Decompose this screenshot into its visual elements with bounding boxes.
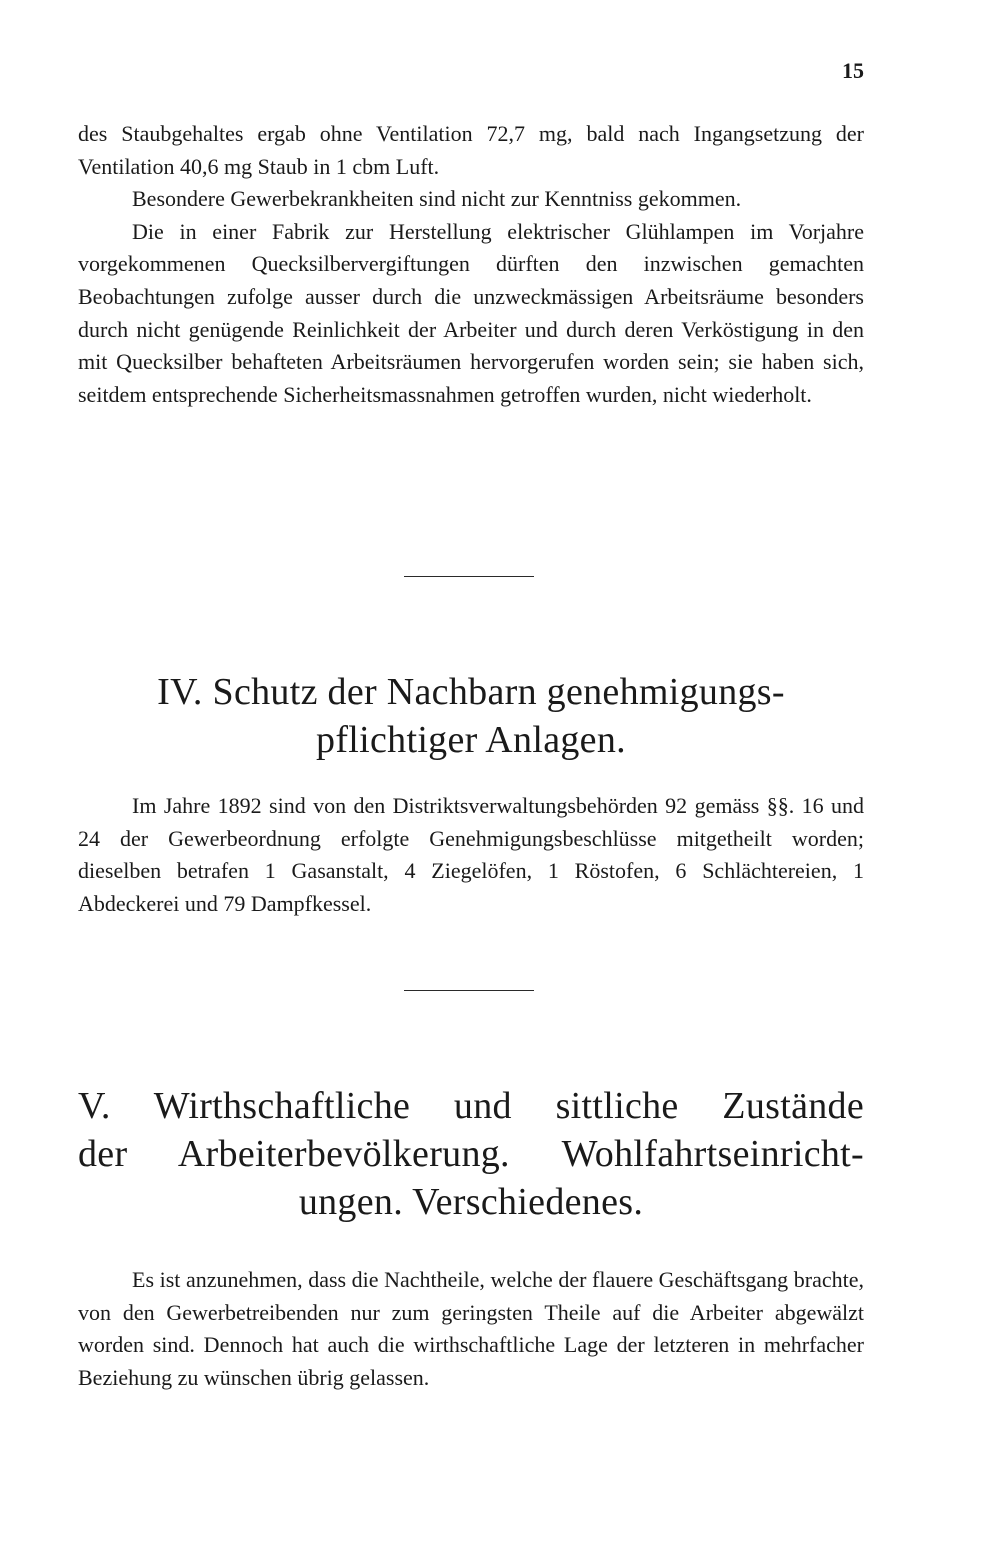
section-iv-heading [78, 668, 864, 764]
intro-paragraph-3: Die in einer Fabrik zur Herstellung elektrischer Glühlampen im Vorjahre vorgekommenen Quecksilbervergiftungen dürften den inzwischen gemachten Beobachtungen zufolge ausser durch die unzweckmässigen Arbeitsräume besonders durch nicht genügende Reinlichkeit der Arbeiter und durch deren Verköstigung in den mit Quecksilber behafteten Arbeitsräumen hervorgerufen worden sein; sie haben sich, seitdem entsprechende Sicherheitsmassnahmen getroffen wurden, nicht wiederholt. [78, 218, 864, 407]
section-v-paragraph: Es ist anzunehmen, dass die Nachtheile, welche der flauere Geschäftsgang brachte, von den Gewerbetreibenden nur zum geringsten Theile auf die Arbeiter abgewälzt worden sind. Dennoch hat auch die wirthschaftliche Lage der letzteren in mehrfacher Beziehung zu wünschen übrig gelassen. [78, 1267, 864, 1390]
section-iv-paragraph: Im Jahre 1892 sind von den Distriktsverwaltungsbehörden 92 gemäss §§. 16 und 24 der Gewerbeordnung erfolgte Genehmigungsbeschlüsse mitgetheilt worden; dieselben betrafen 1 Gasanstalt, 4 Ziegelöfen, 1 Röstofen, 6 Schlächtereien, 1 Abdeckerei und 79 Dampfkessel. [78, 793, 864, 916]
section-divider-rule [404, 576, 534, 577]
section-iv-heading-line-1: IV. Schutz der Nachbarn genehmigungs- [157, 671, 785, 713]
intro-paragraph-2: Besondere Gewerbekrankheiten sind nicht zur Kenntniss gekommen. [132, 186, 742, 212]
section-iv-heading-line-2: pflichtiger Anlagen. [316, 719, 626, 761]
intro-paragraph-1: des Staubgehaltes ergab ohne Ventilation 72,7 mg, bald nach Ingangsetzung der Ventilation 40,6 mg Staub in 1 cbm Luft. [78, 121, 864, 179]
section-v-heading-line-3: ungen. Verschiedenes. [298, 1181, 644, 1223]
section-iv-text-block [78, 790, 864, 920]
section-v-text-block [78, 1264, 864, 1394]
section-divider-rule [404, 990, 534, 991]
section-v-heading-line-2: der Arbeiterbevölkerung. Wohlfahrtseinricht- [78, 1133, 864, 1175]
page-number: 15 [842, 58, 864, 83]
intro-text-block [78, 118, 864, 411]
section-v-heading-line-1: V. Wirthschaftliche und sittliche Zustände [78, 1085, 864, 1127]
section-v-heading [78, 1082, 864, 1226]
